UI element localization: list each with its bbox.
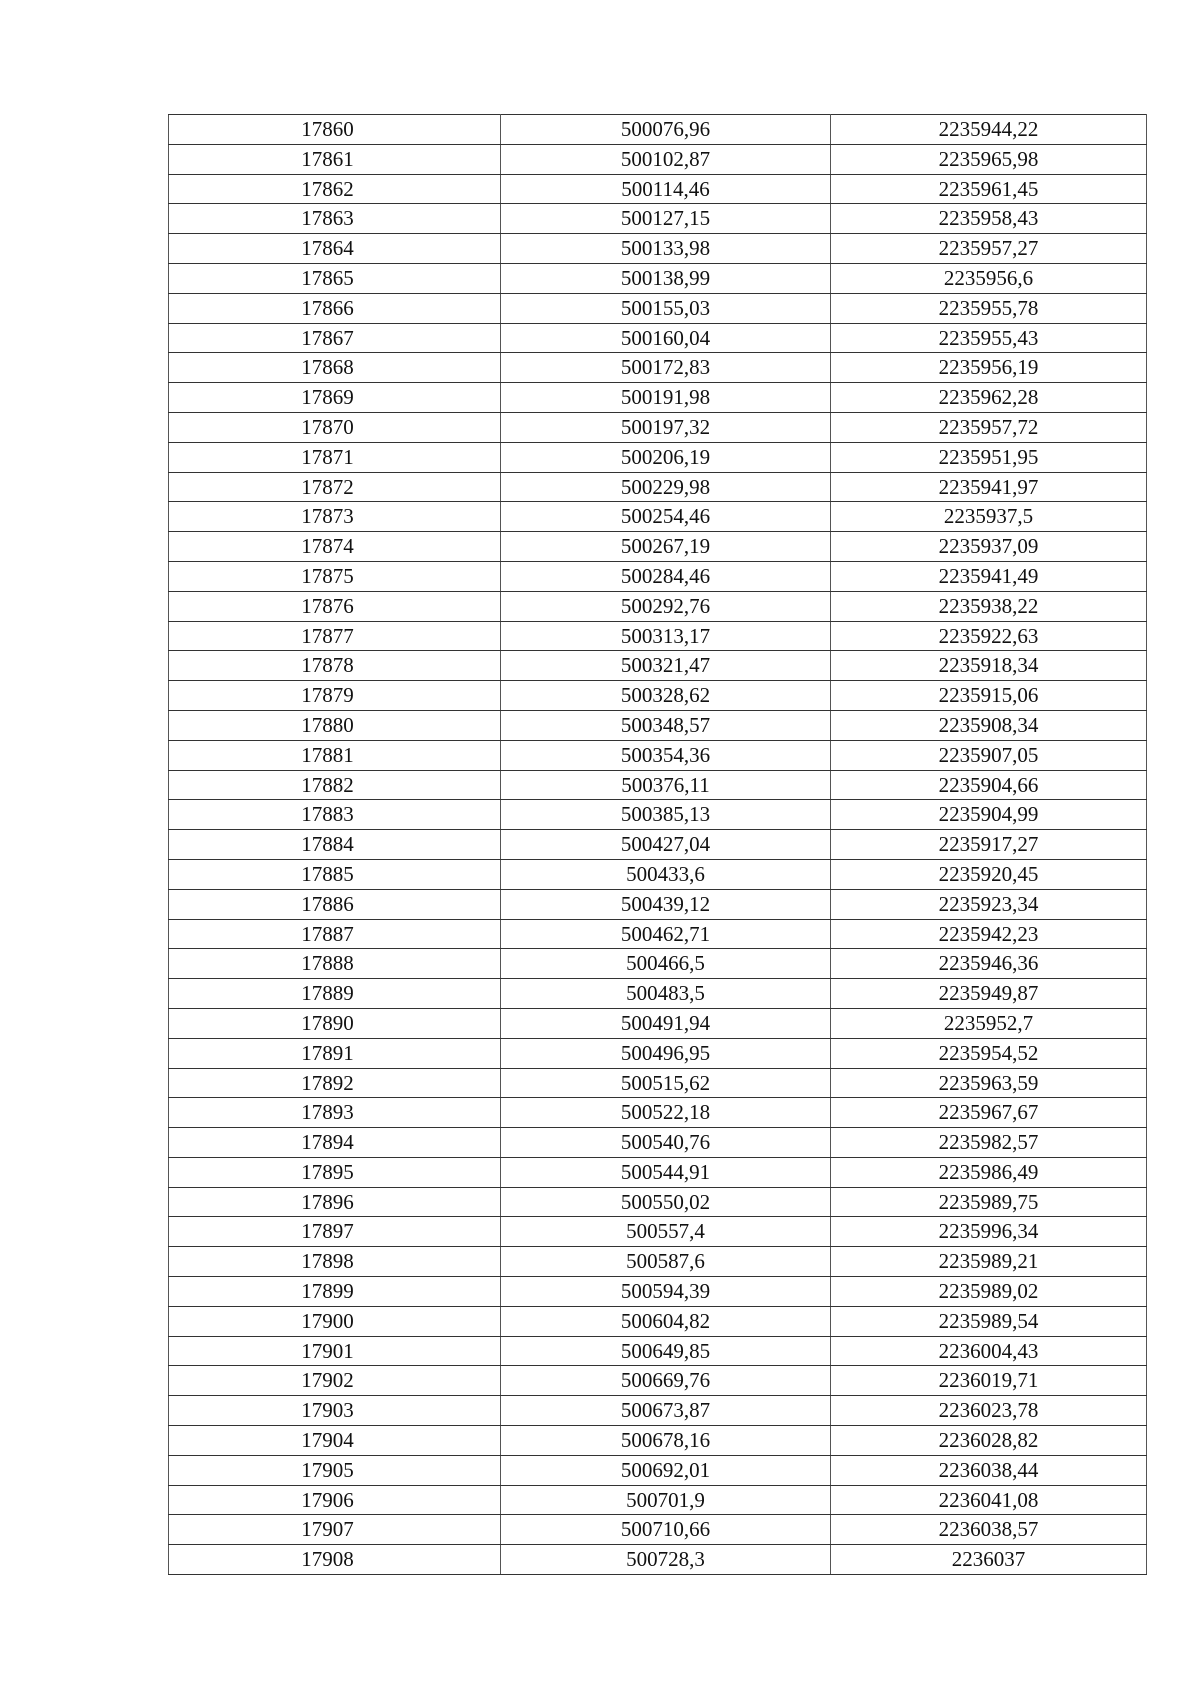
x-coordinate-cell: 500376,11 bbox=[501, 770, 831, 800]
y-coordinate-cell: 2235989,75 bbox=[831, 1187, 1147, 1217]
table-row bbox=[169, 144, 1147, 174]
point-number-cell: 17874 bbox=[169, 532, 501, 562]
x-coordinate-cell: 500172,83 bbox=[501, 353, 831, 383]
point-number-cell: 17872 bbox=[169, 472, 501, 502]
x-coordinate-cell: 500728,3 bbox=[501, 1545, 831, 1575]
table-row bbox=[169, 234, 1147, 264]
y-coordinate-cell: 2236038,44 bbox=[831, 1455, 1147, 1485]
table-row bbox=[169, 591, 1147, 621]
y-coordinate-cell: 2236028,82 bbox=[831, 1426, 1147, 1456]
point-number-cell: 17861 bbox=[169, 144, 501, 174]
point-number-cell: 17860 bbox=[169, 115, 501, 145]
point-number-cell: 17866 bbox=[169, 293, 501, 323]
table-row bbox=[169, 174, 1147, 204]
point-number-cell: 17891 bbox=[169, 1038, 501, 1068]
x-coordinate-cell: 500557,4 bbox=[501, 1217, 831, 1247]
point-number-cell: 17893 bbox=[169, 1098, 501, 1128]
y-coordinate-cell: 2235915,06 bbox=[831, 681, 1147, 711]
x-coordinate-cell: 500155,03 bbox=[501, 293, 831, 323]
coordinates-table-body bbox=[169, 115, 1147, 1575]
y-coordinate-cell: 2235962,28 bbox=[831, 383, 1147, 413]
point-number-cell: 17885 bbox=[169, 859, 501, 889]
y-coordinate-cell: 2235957,27 bbox=[831, 234, 1147, 264]
table-row bbox=[169, 383, 1147, 413]
table-row bbox=[169, 710, 1147, 740]
point-number-cell: 17892 bbox=[169, 1068, 501, 1098]
y-coordinate-cell: 2235996,34 bbox=[831, 1217, 1147, 1247]
y-coordinate-cell: 2235956,6 bbox=[831, 263, 1147, 293]
y-coordinate-cell: 2235917,27 bbox=[831, 830, 1147, 860]
table-row bbox=[169, 1396, 1147, 1426]
y-coordinate-cell: 2235951,95 bbox=[831, 442, 1147, 472]
point-number-cell: 17869 bbox=[169, 383, 501, 413]
point-number-cell: 17886 bbox=[169, 889, 501, 919]
point-number-cell: 17876 bbox=[169, 591, 501, 621]
x-coordinate-cell: 500550,02 bbox=[501, 1187, 831, 1217]
x-coordinate-cell: 500710,66 bbox=[501, 1515, 831, 1545]
point-number-cell: 17895 bbox=[169, 1157, 501, 1187]
point-number-cell: 17868 bbox=[169, 353, 501, 383]
point-number-cell: 17883 bbox=[169, 800, 501, 830]
y-coordinate-cell: 2235967,67 bbox=[831, 1098, 1147, 1128]
y-coordinate-cell: 2235946,36 bbox=[831, 949, 1147, 979]
y-coordinate-cell: 2235957,72 bbox=[831, 412, 1147, 442]
x-coordinate-cell: 500114,46 bbox=[501, 174, 831, 204]
y-coordinate-cell: 2235923,34 bbox=[831, 889, 1147, 919]
table-row bbox=[169, 1157, 1147, 1187]
point-number-cell: 17904 bbox=[169, 1426, 501, 1456]
table-row bbox=[169, 830, 1147, 860]
x-coordinate-cell: 500160,04 bbox=[501, 323, 831, 353]
point-number-cell: 17901 bbox=[169, 1336, 501, 1366]
table-row bbox=[169, 1098, 1147, 1128]
y-coordinate-cell: 2235920,45 bbox=[831, 859, 1147, 889]
y-coordinate-cell: 2235956,19 bbox=[831, 353, 1147, 383]
point-number-cell: 17894 bbox=[169, 1128, 501, 1158]
table-row bbox=[169, 1515, 1147, 1545]
y-coordinate-cell: 2235989,02 bbox=[831, 1277, 1147, 1307]
x-coordinate-cell: 500594,39 bbox=[501, 1277, 831, 1307]
x-coordinate-cell: 500229,98 bbox=[501, 472, 831, 502]
table-row bbox=[169, 263, 1147, 293]
point-number-cell: 17906 bbox=[169, 1485, 501, 1515]
table-row bbox=[169, 1128, 1147, 1158]
point-number-cell: 17880 bbox=[169, 710, 501, 740]
x-coordinate-cell: 500321,47 bbox=[501, 651, 831, 681]
x-coordinate-cell: 500466,5 bbox=[501, 949, 831, 979]
x-coordinate-cell: 500462,71 bbox=[501, 919, 831, 949]
y-coordinate-cell: 2235908,34 bbox=[831, 710, 1147, 740]
table-row bbox=[169, 979, 1147, 1009]
point-number-cell: 17888 bbox=[169, 949, 501, 979]
y-coordinate-cell: 2236004,43 bbox=[831, 1336, 1147, 1366]
table-row bbox=[169, 353, 1147, 383]
point-number-cell: 17900 bbox=[169, 1306, 501, 1336]
table-row bbox=[169, 561, 1147, 591]
x-coordinate-cell: 500483,5 bbox=[501, 979, 831, 1009]
table-row bbox=[169, 442, 1147, 472]
table-row bbox=[169, 1187, 1147, 1217]
y-coordinate-cell: 2235955,43 bbox=[831, 323, 1147, 353]
point-number-cell: 17903 bbox=[169, 1396, 501, 1426]
x-coordinate-cell: 500354,36 bbox=[501, 740, 831, 770]
x-coordinate-cell: 500669,76 bbox=[501, 1366, 831, 1396]
x-coordinate-cell: 500076,96 bbox=[501, 115, 831, 145]
table-row bbox=[169, 1366, 1147, 1396]
table-row bbox=[169, 472, 1147, 502]
point-number-cell: 17890 bbox=[169, 1008, 501, 1038]
table-row bbox=[169, 115, 1147, 145]
table-row bbox=[169, 1336, 1147, 1366]
table-row bbox=[169, 1008, 1147, 1038]
x-coordinate-cell: 500206,19 bbox=[501, 442, 831, 472]
x-coordinate-cell: 500678,16 bbox=[501, 1426, 831, 1456]
table-row bbox=[169, 800, 1147, 830]
point-number-cell: 17881 bbox=[169, 740, 501, 770]
y-coordinate-cell: 2236041,08 bbox=[831, 1485, 1147, 1515]
point-number-cell: 17905 bbox=[169, 1455, 501, 1485]
x-coordinate-cell: 500102,87 bbox=[501, 144, 831, 174]
table-row bbox=[169, 949, 1147, 979]
point-number-cell: 17887 bbox=[169, 919, 501, 949]
y-coordinate-cell: 2235954,52 bbox=[831, 1038, 1147, 1068]
table-row bbox=[169, 889, 1147, 919]
point-number-cell: 17882 bbox=[169, 770, 501, 800]
x-coordinate-cell: 500540,76 bbox=[501, 1128, 831, 1158]
point-number-cell: 17884 bbox=[169, 830, 501, 860]
table-row bbox=[169, 1247, 1147, 1277]
y-coordinate-cell: 2236023,78 bbox=[831, 1396, 1147, 1426]
x-coordinate-cell: 500649,85 bbox=[501, 1336, 831, 1366]
table-row bbox=[169, 502, 1147, 532]
point-number-cell: 17898 bbox=[169, 1247, 501, 1277]
point-number-cell: 17873 bbox=[169, 502, 501, 532]
x-coordinate-cell: 500604,82 bbox=[501, 1306, 831, 1336]
point-number-cell: 17877 bbox=[169, 621, 501, 651]
y-coordinate-cell: 2235904,66 bbox=[831, 770, 1147, 800]
y-coordinate-cell: 2236019,71 bbox=[831, 1366, 1147, 1396]
y-coordinate-cell: 2235942,23 bbox=[831, 919, 1147, 949]
x-coordinate-cell: 500515,62 bbox=[501, 1068, 831, 1098]
point-number-cell: 17862 bbox=[169, 174, 501, 204]
point-number-cell: 17870 bbox=[169, 412, 501, 442]
y-coordinate-cell: 2235907,05 bbox=[831, 740, 1147, 770]
x-coordinate-cell: 500284,46 bbox=[501, 561, 831, 591]
point-number-cell: 17907 bbox=[169, 1515, 501, 1545]
y-coordinate-cell: 2235961,45 bbox=[831, 174, 1147, 204]
x-coordinate-cell: 500197,32 bbox=[501, 412, 831, 442]
x-coordinate-cell: 500522,18 bbox=[501, 1098, 831, 1128]
table-row bbox=[169, 1485, 1147, 1515]
point-number-cell: 17875 bbox=[169, 561, 501, 591]
y-coordinate-cell: 2235937,5 bbox=[831, 502, 1147, 532]
x-coordinate-cell: 500313,17 bbox=[501, 621, 831, 651]
point-number-cell: 17896 bbox=[169, 1187, 501, 1217]
table-row bbox=[169, 1455, 1147, 1485]
table-row bbox=[169, 740, 1147, 770]
y-coordinate-cell: 2235952,7 bbox=[831, 1008, 1147, 1038]
x-coordinate-cell: 500439,12 bbox=[501, 889, 831, 919]
y-coordinate-cell: 2235989,21 bbox=[831, 1247, 1147, 1277]
point-number-cell: 17871 bbox=[169, 442, 501, 472]
y-coordinate-cell: 2235949,87 bbox=[831, 979, 1147, 1009]
y-coordinate-cell: 2235986,49 bbox=[831, 1157, 1147, 1187]
x-coordinate-cell: 500673,87 bbox=[501, 1396, 831, 1426]
x-coordinate-cell: 500133,98 bbox=[501, 234, 831, 264]
x-coordinate-cell: 500433,6 bbox=[501, 859, 831, 889]
table-row bbox=[169, 1545, 1147, 1575]
x-coordinate-cell: 500127,15 bbox=[501, 204, 831, 234]
table-row bbox=[169, 532, 1147, 562]
table-row bbox=[169, 1217, 1147, 1247]
y-coordinate-cell: 2235965,98 bbox=[831, 144, 1147, 174]
x-coordinate-cell: 500348,57 bbox=[501, 710, 831, 740]
x-coordinate-cell: 500701,9 bbox=[501, 1485, 831, 1515]
table-row bbox=[169, 1426, 1147, 1456]
x-coordinate-cell: 500427,04 bbox=[501, 830, 831, 860]
x-coordinate-cell: 500544,91 bbox=[501, 1157, 831, 1187]
y-coordinate-cell: 2235944,22 bbox=[831, 115, 1147, 145]
table-row bbox=[169, 293, 1147, 323]
y-coordinate-cell: 2235955,78 bbox=[831, 293, 1147, 323]
table-row bbox=[169, 412, 1147, 442]
x-coordinate-cell: 500496,95 bbox=[501, 1038, 831, 1068]
point-number-cell: 17864 bbox=[169, 234, 501, 264]
table-row bbox=[169, 1277, 1147, 1307]
table-row bbox=[169, 1068, 1147, 1098]
point-number-cell: 17879 bbox=[169, 681, 501, 711]
y-coordinate-cell: 2236037 bbox=[831, 1545, 1147, 1575]
x-coordinate-cell: 500191,98 bbox=[501, 383, 831, 413]
x-coordinate-cell: 500254,46 bbox=[501, 502, 831, 532]
point-number-cell: 17878 bbox=[169, 651, 501, 681]
y-coordinate-cell: 2235989,54 bbox=[831, 1306, 1147, 1336]
x-coordinate-cell: 500491,94 bbox=[501, 1008, 831, 1038]
x-coordinate-cell: 500692,01 bbox=[501, 1455, 831, 1485]
y-coordinate-cell: 2235958,43 bbox=[831, 204, 1147, 234]
y-coordinate-cell: 2235963,59 bbox=[831, 1068, 1147, 1098]
y-coordinate-cell: 2235918,34 bbox=[831, 651, 1147, 681]
x-coordinate-cell: 500587,6 bbox=[501, 1247, 831, 1277]
y-coordinate-cell: 2235937,09 bbox=[831, 532, 1147, 562]
table-row bbox=[169, 204, 1147, 234]
y-coordinate-cell: 2235982,57 bbox=[831, 1128, 1147, 1158]
x-coordinate-cell: 500138,99 bbox=[501, 263, 831, 293]
point-number-cell: 17865 bbox=[169, 263, 501, 293]
table-row bbox=[169, 1038, 1147, 1068]
y-coordinate-cell: 2235938,22 bbox=[831, 591, 1147, 621]
table-row bbox=[169, 651, 1147, 681]
y-coordinate-cell: 2236038,57 bbox=[831, 1515, 1147, 1545]
x-coordinate-cell: 500267,19 bbox=[501, 532, 831, 562]
table-row bbox=[169, 859, 1147, 889]
table-row bbox=[169, 621, 1147, 651]
point-number-cell: 17863 bbox=[169, 204, 501, 234]
point-number-cell: 17908 bbox=[169, 1545, 501, 1575]
y-coordinate-cell: 2235922,63 bbox=[831, 621, 1147, 651]
x-coordinate-cell: 500328,62 bbox=[501, 681, 831, 711]
table-row bbox=[169, 919, 1147, 949]
point-number-cell: 17897 bbox=[169, 1217, 501, 1247]
point-number-cell: 17867 bbox=[169, 323, 501, 353]
table-row bbox=[169, 681, 1147, 711]
y-coordinate-cell: 2235941,49 bbox=[831, 561, 1147, 591]
point-number-cell: 17899 bbox=[169, 1277, 501, 1307]
table-row bbox=[169, 1306, 1147, 1336]
point-number-cell: 17889 bbox=[169, 979, 501, 1009]
table-row bbox=[169, 323, 1147, 353]
table-row bbox=[169, 770, 1147, 800]
point-number-cell: 17902 bbox=[169, 1366, 501, 1396]
coordinates-table bbox=[168, 114, 1147, 1575]
x-coordinate-cell: 500385,13 bbox=[501, 800, 831, 830]
y-coordinate-cell: 2235941,97 bbox=[831, 472, 1147, 502]
y-coordinate-cell: 2235904,99 bbox=[831, 800, 1147, 830]
x-coordinate-cell: 500292,76 bbox=[501, 591, 831, 621]
